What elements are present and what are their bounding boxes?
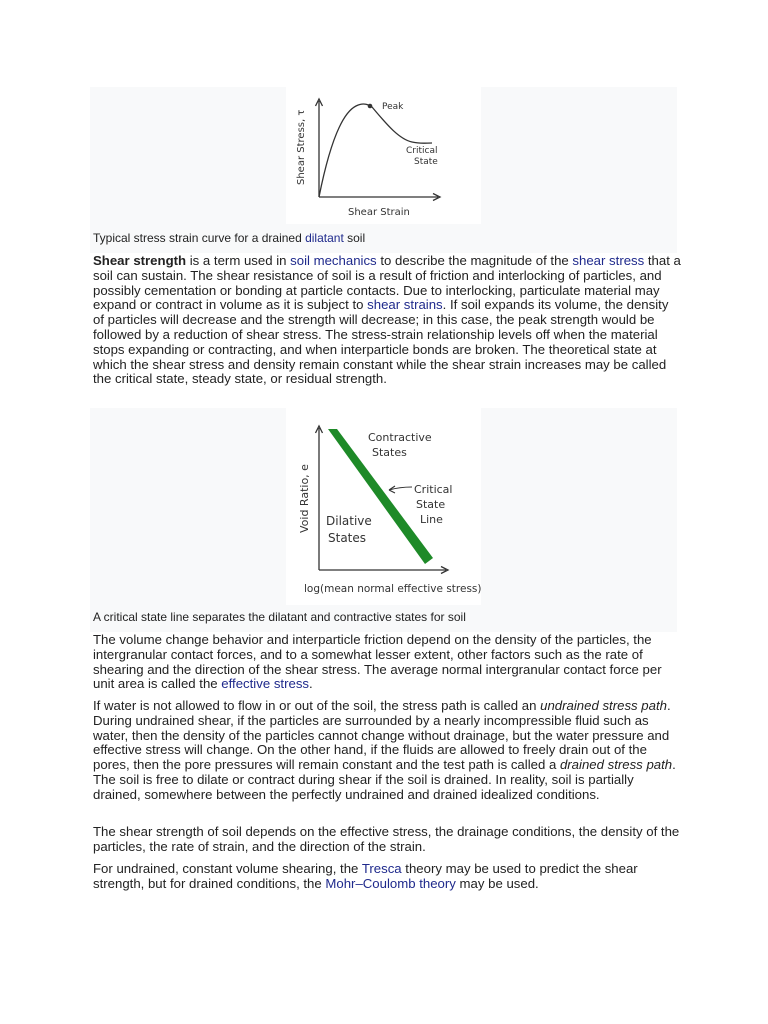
soil-mechanics-link[interactable]: soil mechanics [290,253,377,268]
contractive-states-label-2: States [372,446,407,459]
text: that a soil can sustain. The shear resistance of soil is a result of friction and interlocking of particles, and possibly cementation or bonding at particle contacts. Due to interlocking, particulate material may expand or contract in volume as it is subject to [93,253,681,313]
theories-paragraph [93,862,683,892]
shear-strength-paragraph [93,254,683,387]
drained-stress-path-term: drained stress path [559,757,673,773]
csl-label-3: Line [420,513,443,526]
stress-path-paragraph [93,699,683,803]
term-bold: Shear strength [93,253,187,268]
figure1-caption [93,231,365,245]
y-axis-label: Shear Stress, τ [296,109,307,185]
text: is a term used in [186,253,291,268]
contractive-states-label-1: Contractive [368,431,432,444]
figure2-caption: A critical state line separates the dilatant and contractive states for soil [93,610,466,624]
shear-strains-link[interactable]: shear strains [367,297,443,313]
csl-label-2: State [416,498,446,511]
critical-state-label-1: Critical [406,146,438,156]
dilative-states-label-2: States [328,531,367,545]
x-axis-label: log(mean normal effective stress) [304,583,481,595]
mohr-coulomb-link[interactable]: Mohr–Coulomb theory [325,875,456,891]
x-axis-label: Shear Strain [348,207,410,218]
peak-marker [368,104,373,109]
text: The volume change behavior and interparticle friction depend on the density of the particles, the intergranular contact forces, and to a somewhat lesser extent, other factors such as the rate of shearing and the direction of the shear stress. The average normal intergranular contact force per unit area is called the [93,632,662,692]
text: For undrained, constant volume shearing, the [93,861,362,876]
critical-state-diagram [286,408,481,605]
figure-stress-strain [90,87,677,253]
text: If water is not allowed to flow in or out of the soil, the stress path is called an [93,698,541,713]
caption-text: Typical stress strain curve for a drained [93,231,306,245]
text: . [309,676,313,692]
shear-stress-link[interactable]: shear stress [572,253,645,268]
text: . If soil expands its volume, the density of particles will decrease and the strength will decrease; in this case, the peak strength would be followed by a reduction of shear stress. The stress-strain relationship levels off when the material stops expanding or contracting, and when interparticle bonds are broken. The theoretical state at which the shear stress and density remain constant while the shear strain increases may be called the critical state, steady state, or residual strength. [93,297,669,387]
dilatant-link[interactable]: dilatant [305,231,344,245]
text: theory may be used to predict the shear strength, but for drained conditions, the [93,861,638,891]
shear-strength-factors-paragraph [93,825,683,855]
critical-state-label-2: State [414,157,438,167]
csl-pointer-arrow [389,486,412,493]
csl-label-1: Critical [414,483,453,496]
dilative-states-label-1: Dilative [326,514,372,528]
stress-strain-diagram [286,87,481,224]
text: . The soil is free to dilate or contract during shear if the soil is drained. In reality, soil is partially drained, somewhere between the perfectly undrained and drained idealized conditions. [93,757,676,802]
effective-stress-link[interactable]: effective stress [221,676,310,692]
undrained-stress-path-term: undrained stress path [540,698,667,713]
text: may be used. [455,875,539,891]
y-axis-label: Void Ratio, e [298,464,311,533]
peak-label: Peak [382,102,404,112]
caption-text: soil [343,231,366,245]
volume-change-paragraph [93,633,683,692]
text: The shear strength of soil depends on the effective stress, the drainage conditions, the density of the particles, the rate of strain, and the direction of the strain. [93,824,680,854]
text: . During undrained shear, if the particles are surrounded by a nearly incompressible fluid such as water, then the density of the particles cannot change without drainage, but the water pressure and effective stress will change. On the other hand, if the fluids are allowed to freely drain out of the pores, then the pore pressures will remain constant and the test path is called a [93,698,671,773]
figure-critical-state-line [90,408,677,632]
tresca-link[interactable]: Tresca [361,861,402,876]
text: to describe the magnitude of the [376,253,573,268]
